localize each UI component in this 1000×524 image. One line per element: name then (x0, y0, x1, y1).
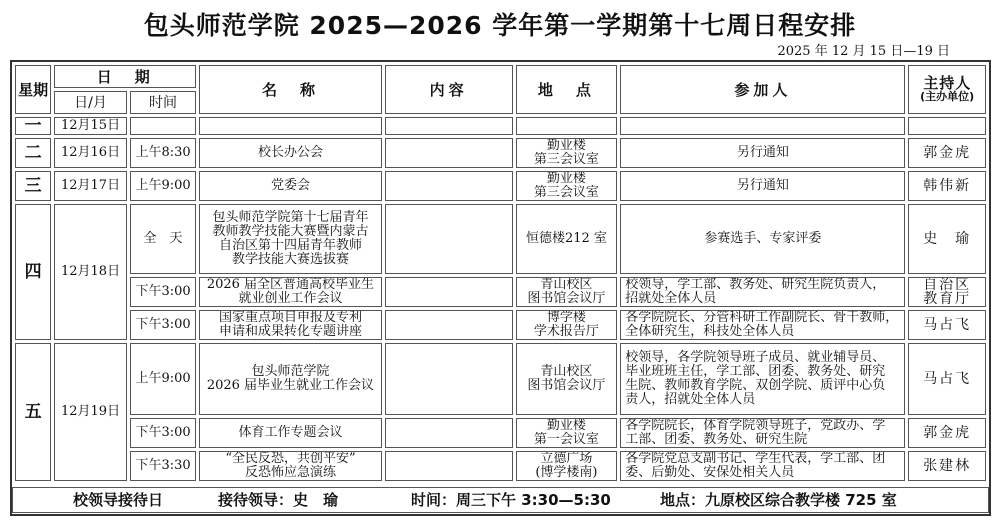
header-day-month: 日/月 (54, 91, 127, 114)
event-name-cell: 国家重点项目申报及专利 申请和成果转化专题讲座 (199, 310, 381, 340)
host-cell: 史 瑜 (908, 204, 986, 274)
participants-cell (620, 117, 905, 135)
event-name-cell: 包头师范学院 2026 届毕业生就业工作会议 (199, 343, 381, 415)
header-host (908, 65, 986, 114)
time-cell: 全 天 (130, 204, 197, 274)
header-location: 地 点 (516, 65, 618, 114)
event-name-cell: 党委会 (199, 171, 381, 201)
footer-label: 校领导接待日 (73, 491, 164, 509)
time-cell: 上午8:30 (130, 138, 197, 168)
location-cell: 青山校区 图书馆会议厅 (516, 277, 618, 307)
location-cell: 恒德楼212 室 (516, 204, 618, 274)
participants-cell: 各学院院长，体育学院领导班子，党政办、学 工部、团委、教务处、研究生院 (620, 418, 905, 448)
header-host-label: 主持人 (923, 73, 972, 92)
reception-footer (12, 487, 989, 513)
participants-cell: 各学院院长、分管科研工作副院长、骨干教师， 全体研究生，科技处全体人员 (620, 310, 905, 340)
table-row (15, 310, 986, 340)
weekday-cell: 一 (15, 117, 51, 135)
footer-leader: 接待领导：史 瑜 (218, 491, 339, 509)
table-row (15, 138, 986, 168)
table-row (15, 343, 986, 415)
table-row (15, 451, 986, 481)
content-cell (385, 343, 513, 415)
content-cell (385, 418, 513, 448)
table-row (15, 171, 986, 201)
time-cell: 上午9:00 (130, 343, 197, 415)
content-cell (385, 451, 513, 481)
host-cell (908, 117, 986, 135)
date-cell: 12月16日 (54, 138, 127, 168)
content-cell (385, 117, 513, 135)
footer-time: 时间：周三下午 3:30—5:30 (411, 491, 611, 509)
time-cell: 下午3:30 (130, 451, 197, 481)
participants-cell: 校领导，学工部、教务处、研究生院负责人， 招就处全体人员 (620, 277, 905, 307)
weekday-cell: 二 (15, 138, 51, 168)
header-date: 日 期 (54, 65, 196, 88)
header-participants: 参加人 (620, 65, 905, 114)
header-weekday: 星期 (15, 65, 51, 114)
host-cell: 郭金虎 (908, 138, 986, 168)
content-cell (385, 310, 513, 340)
location-cell: 勤业楼 第一会议室 (516, 418, 618, 448)
event-name-cell: 校长办公会 (199, 138, 381, 168)
weekday-cell: 五 (15, 343, 51, 481)
time-cell: 下午3:00 (130, 277, 197, 307)
event-name-cell: 包头师范学院第十七届青年 教师教学技能大赛暨内蒙古 自治区第十四届青年教师 教学技能大赛选拔赛 (199, 204, 381, 274)
location-cell: 青山校区 图书馆会议厅 (516, 343, 618, 415)
host-cell: 马占飞 (908, 343, 986, 415)
content-cell (385, 277, 513, 307)
date-cell: 12月19日 (54, 343, 127, 481)
header-content: 内容 (385, 65, 513, 114)
host-cell: 张建林 (908, 451, 986, 481)
footer-place: 地点：九原校区综合教学楼 725 室 (660, 491, 897, 509)
location-cell: 立德广场 (博学楼南) (516, 451, 618, 481)
participants-cell: 另行通知 (620, 138, 905, 168)
header-name: 名 称 (199, 65, 381, 114)
content-cell (385, 204, 513, 274)
date-cell: 12月18日 (54, 204, 127, 340)
schedule-table (12, 62, 989, 484)
header-time: 时间 (130, 91, 197, 114)
time-cell: 上午9:00 (130, 171, 197, 201)
date-cell: 12月17日 (54, 171, 127, 201)
participants-cell: 另行通知 (620, 171, 905, 201)
time-cell: 下午3:00 (130, 418, 197, 448)
table-row (15, 204, 986, 274)
host-cell: 马占飞 (908, 310, 986, 340)
table-row (15, 277, 986, 307)
location-cell: 博学楼 学术报告厅 (516, 310, 618, 340)
participants-cell: 参赛选手、专家评委 (620, 204, 905, 274)
table-row (15, 117, 986, 135)
event-name-cell (199, 117, 381, 135)
host-cell: 郭金虎 (908, 418, 986, 448)
host-cell: 韩伟新 (908, 171, 986, 201)
location-cell (516, 117, 618, 135)
table-row (15, 418, 986, 448)
header-row-1 (15, 65, 986, 88)
header-host-sub: (主办单位) (920, 89, 975, 103)
event-name-cell: “全民反恐，共创平安” 反恐怖应急演练 (199, 451, 381, 481)
date-range: 2025 年 12 月 15 日—19 日 (777, 44, 950, 59)
location-cell: 勤业楼 第三会议室 (516, 171, 618, 201)
participants-cell: 校领导，各学院领导班子成员、就业辅导员、 毕业班班主任，学工部、团委、教务处、研究 生院、教师教育学院、双创学院、质评中心负 责人，招就处全体人员 (620, 343, 905, 415)
time-cell: 下午3:00 (130, 310, 197, 340)
event-name-cell: 2026 届全区普通高校毕业生 就业创业工作会议 (199, 277, 381, 307)
weekday-cell: 三 (15, 171, 51, 201)
weekday-cell: 四 (15, 204, 51, 340)
content-cell (385, 171, 513, 201)
page-title: 包头师范学院 2025—2026 学年第一学期第十七周日程安排 (143, 11, 857, 40)
date-cell: 12月15日 (54, 117, 127, 135)
location-cell: 勤业楼 第三会议室 (516, 138, 618, 168)
time-cell (130, 117, 197, 135)
content-cell (385, 138, 513, 168)
participants-cell: 各学院党总支副书记、学生代表，学工部、团 委、后勤处、安保处相关人员 (620, 451, 905, 481)
event-name-cell: 体育工作专题会议 (199, 418, 381, 448)
host-cell: 自治区 教育厅 (908, 277, 986, 307)
